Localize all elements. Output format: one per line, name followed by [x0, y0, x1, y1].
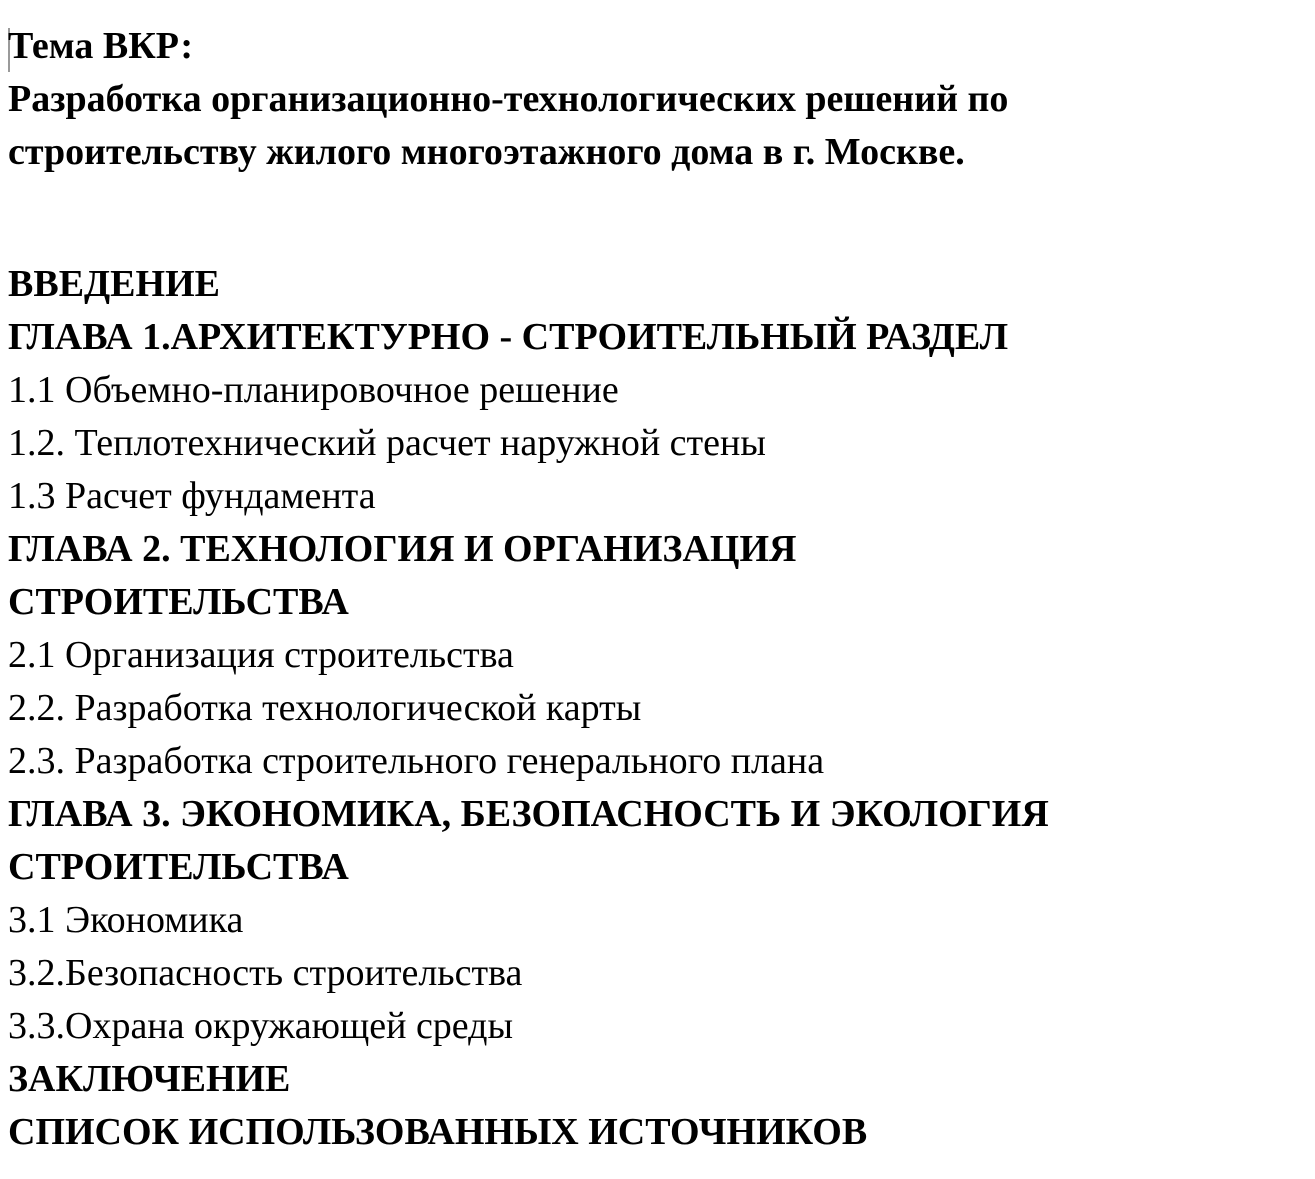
toc-heading: ГЛАВА 2. ТЕХНОЛОГИЯ И ОРГАНИЗАЦИЯ	[8, 528, 797, 570]
blank-line	[8, 179, 1303, 258]
topic-label: Тема ВКР:	[8, 25, 194, 67]
document-body[interactable]	[8, 20, 1303, 1159]
toc-subsection: 3.2.Безопасность строительства	[8, 952, 523, 994]
toc-heading: ГЛАВА 1.АРХИТЕКТУРНО - СТРОИТЕЛЬНЫЙ РАЗДЕЛ	[8, 316, 1009, 358]
toc-subsection: 2.1 Организация строительства	[8, 634, 514, 676]
toc-heading: СПИСОК ИСПОЛЬЗОВАННЫХ ИСТОЧНИКОВ	[8, 1111, 868, 1153]
toc-subsection: 2.3. Разработка строительного генерального плана	[8, 740, 825, 782]
toc-subsection: 1.2. Теплотехнический расчет наружной стены	[8, 422, 766, 464]
toc-subsection: 2.2. Разработка технологической карты	[8, 687, 642, 729]
toc-subsection: 3.1 Экономика	[8, 899, 244, 941]
toc-heading: СТРОИТЕЛЬСТВА	[8, 581, 349, 623]
toc-heading: ЗАКЛЮЧЕНИЕ	[8, 1058, 291, 1100]
table-of-contents	[8, 258, 1303, 1159]
toc-heading: СТРОИТЕЛЬСТВА	[8, 846, 349, 888]
toc-heading: ВВЕДЕНИЕ	[8, 263, 220, 305]
topic-title-line-2: строительству жилого многоэтажного дома в г. Москве.	[8, 131, 965, 173]
toc-heading: ГЛАВА 3. ЭКОНОМИКА, БЕЗОПАСНОСТЬ И ЭКОЛОГИЯ	[8, 793, 1049, 835]
toc-subsection: 1.1 Объемно-планировочное решение	[8, 369, 619, 411]
toc-subsection: 1.3 Расчет фундамента	[8, 475, 376, 517]
topic-title-line-1: Разработка организационно-технологических решений по	[8, 78, 1009, 120]
toc-subsection: 3.3.Охрана окружающей среды	[8, 1005, 514, 1047]
